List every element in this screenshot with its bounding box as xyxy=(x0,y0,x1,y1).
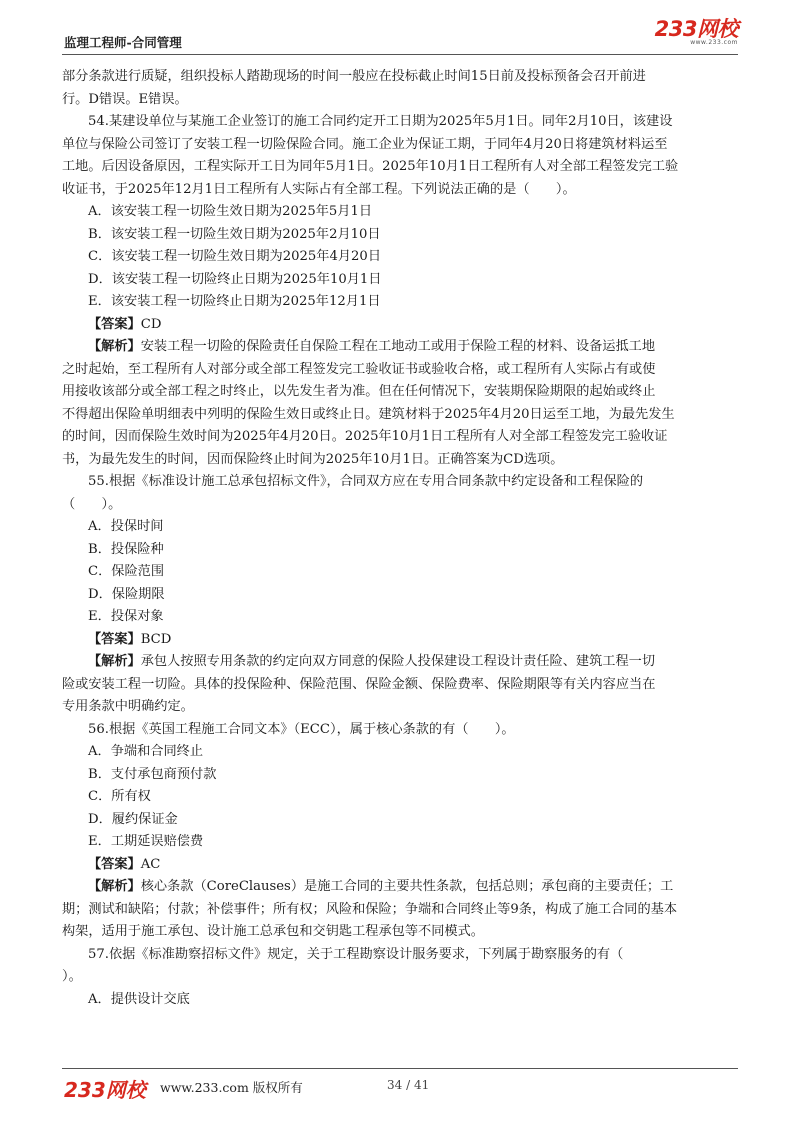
line-text: ）。 xyxy=(62,969,82,984)
labeled-line xyxy=(62,651,738,674)
question-line xyxy=(62,719,738,742)
answer-option xyxy=(62,831,738,854)
answer-option xyxy=(62,764,738,787)
page-number: 34 / 41 xyxy=(387,1078,430,1092)
labeled-line xyxy=(62,314,738,337)
line-text: D．履约保证金 xyxy=(88,811,178,827)
answer-option xyxy=(62,989,738,1012)
line-text: C．所有权 xyxy=(88,789,151,804)
page-header xyxy=(62,18,738,55)
line-label: 【答案】 xyxy=(88,856,141,872)
line-text: 的时间，因而保险生效时间为2025年4月20日。2025年10月1日工程所有人对全部工程签发完工验收证 xyxy=(62,429,668,444)
line-text: 56.根据《英国工程施工合同文本》（ECC），属于核心条款的有（ ）。 xyxy=(88,721,515,737)
line-text: 行。D错误。E错误。 xyxy=(62,91,188,107)
answer-option xyxy=(62,201,738,224)
logo-text: 233网校 xyxy=(654,17,738,41)
line-text: 书，为最先发生的时间，因而保险终止时间为2025年10月1日。正确答案为CD选项。 xyxy=(62,451,564,467)
answer-option xyxy=(62,291,738,314)
paragraph-line xyxy=(62,404,738,427)
answer-option xyxy=(62,584,738,607)
footer-logo: 233网校 xyxy=(64,1078,146,1102)
line-label: 【解析】 xyxy=(88,879,141,894)
answer-option xyxy=(62,516,738,539)
paragraph-line xyxy=(62,966,738,989)
labeled-line xyxy=(62,876,738,899)
line-text: CD xyxy=(140,316,162,332)
line-text: E．投保对象 xyxy=(88,609,164,624)
paragraph-line xyxy=(62,426,738,449)
paragraph-line xyxy=(62,89,738,112)
paragraph-line xyxy=(62,696,738,719)
line-text: 核心条款（CoreClauses）是施工合同的主要共性条款，包括总则；承包商的主要责任；工 xyxy=(140,879,674,894)
line-text: A．争端和合同终止 xyxy=(88,744,204,759)
labeled-line xyxy=(62,854,738,877)
answer-option xyxy=(62,269,738,292)
page-footer xyxy=(62,1068,738,1109)
line-text: 55.根据《标准设计施工总承包招标文件》，合同双方应在专用合同条款中约定设备和工程保险的 xyxy=(88,474,644,489)
document-title: 监理工程师-合同管理 xyxy=(64,35,182,50)
copyright-text: www.233.com 版权所有 xyxy=(160,1080,303,1095)
labeled-line xyxy=(62,336,738,359)
line-text: A．提供设计交底 xyxy=(88,991,190,1007)
line-text: 单位与保险公司签订了安装工程一切险保险合同。施工企业为保证工期，于同年4月20日将建筑材料运至 xyxy=(62,136,668,152)
answer-option xyxy=(62,224,738,247)
paragraph-line xyxy=(62,449,738,472)
labeled-line xyxy=(62,629,738,652)
line-text: C．保险范围 xyxy=(88,564,165,579)
logo-url: www.233.com xyxy=(690,39,738,46)
line-text: E．工期延误赔偿费 xyxy=(88,834,204,849)
line-text: 部分条款进行质疑，组织投标人踏勘现场的时间一般应在投标截止时间15日前及投标预备会召开前进 xyxy=(62,69,646,84)
line-text: 用接收该部分或全部工程之时终止，以先发生者为准。但在任何情况下，安装期保险期限的起始或终止 xyxy=(62,384,656,399)
line-text: 安装工程一切险的保险责任自保险工程在工地动工或用于保险工程的材料、设备运抵工地 xyxy=(140,339,656,354)
line-text: 54.某建设单位与某施工企业签订的施工合同约定开工日期为2025年5月1日。同年2月10日，该建设 xyxy=(88,114,673,129)
line-text: B．支付承包商预付款 xyxy=(88,766,217,782)
answer-option xyxy=(62,809,738,832)
paragraph-line xyxy=(62,134,738,157)
line-text: C．该安装工程一切险生效日期为2025年4月20日 xyxy=(88,249,382,264)
line-text: 专用条款中明确约定。 xyxy=(62,699,194,714)
question-line xyxy=(62,471,738,494)
paragraph-line xyxy=(62,899,738,922)
line-text: （ ）。 xyxy=(62,496,122,512)
answer-option xyxy=(62,561,738,584)
line-label: 【答案】 xyxy=(88,316,141,332)
answer-option xyxy=(62,539,738,562)
line-text: D．该安装工程一切险终止日期为2025年10月1日 xyxy=(88,271,382,287)
line-text: 之时起始，至工程所有人对部分或全部工程签发完工验收证书或验收合格，或工程所有人实际占有或使 xyxy=(62,361,656,377)
paragraph-line xyxy=(62,494,738,517)
line-text: 承包人按照专用条款的约定向双方同意的保险人投保建设工程设计责任险、建筑工程一切 xyxy=(140,654,656,669)
line-text: D．保险期限 xyxy=(88,586,165,602)
line-text: 57.依据《标准勘察招标文件》规定，关于工程勘察设计服务要求，下列属于勘察服务的有（ xyxy=(88,946,624,962)
answer-option xyxy=(62,786,738,809)
line-text: E．该安装工程一切险终止日期为2025年12月1日 xyxy=(88,294,381,309)
line-text: BCD xyxy=(140,631,172,647)
line-text: 不得超出保险单明细表中列明的保险生效日或终止日。建筑材料于2025年4月20日运至工地，为最先发生 xyxy=(62,406,675,422)
paragraph-line xyxy=(62,156,738,179)
line-label: 【答案】 xyxy=(88,631,141,647)
document-body xyxy=(62,66,738,1011)
paragraph-line xyxy=(62,179,738,202)
line-text: 工地。后因设备原因，工程实际开工日为同年5月1日。2025年10月1日工程所有人对全部工程签发完工验 xyxy=(62,159,679,174)
paragraph-line xyxy=(62,66,738,89)
answer-option xyxy=(62,741,738,764)
line-text: A．该安装工程一切险生效日期为2025年5月1日 xyxy=(88,204,373,219)
line-text: B．该安装工程一切险生效日期为2025年2月10日 xyxy=(88,226,381,242)
paragraph-line xyxy=(62,674,738,697)
line-text: 收证书，于2025年12月1日工程所有人实际占有全部工程。下列说法正确的是（ ）。 xyxy=(62,181,576,197)
line-text: B．投保险种 xyxy=(88,541,164,557)
paragraph-line xyxy=(62,359,738,382)
line-label: 【解析】 xyxy=(88,339,141,354)
line-text: A．投保时间 xyxy=(88,519,164,534)
line-text: 构架，适用于施工承包、设计施工总承包和交钥匙工程承包等不同模式。 xyxy=(62,924,484,939)
paragraph-line xyxy=(62,921,738,944)
brand-logo[interactable] xyxy=(655,18,738,46)
question-line xyxy=(62,944,738,967)
answer-option xyxy=(62,606,738,629)
line-text: 险或安装工程一切险。具体的投保险种、保险范围、保险金额、保险费率、保险期限等有关内容应当在 xyxy=(62,676,656,692)
line-text: AC xyxy=(140,856,161,872)
paragraph-line xyxy=(62,381,738,404)
answer-option xyxy=(62,246,738,269)
line-text: 期；测试和缺陷；付款；补偿事件；所有权；风险和保险；争端和合同终止等9条，构成了施工合同的基本 xyxy=(62,901,678,917)
line-label: 【解析】 xyxy=(88,654,141,669)
question-line xyxy=(62,111,738,134)
